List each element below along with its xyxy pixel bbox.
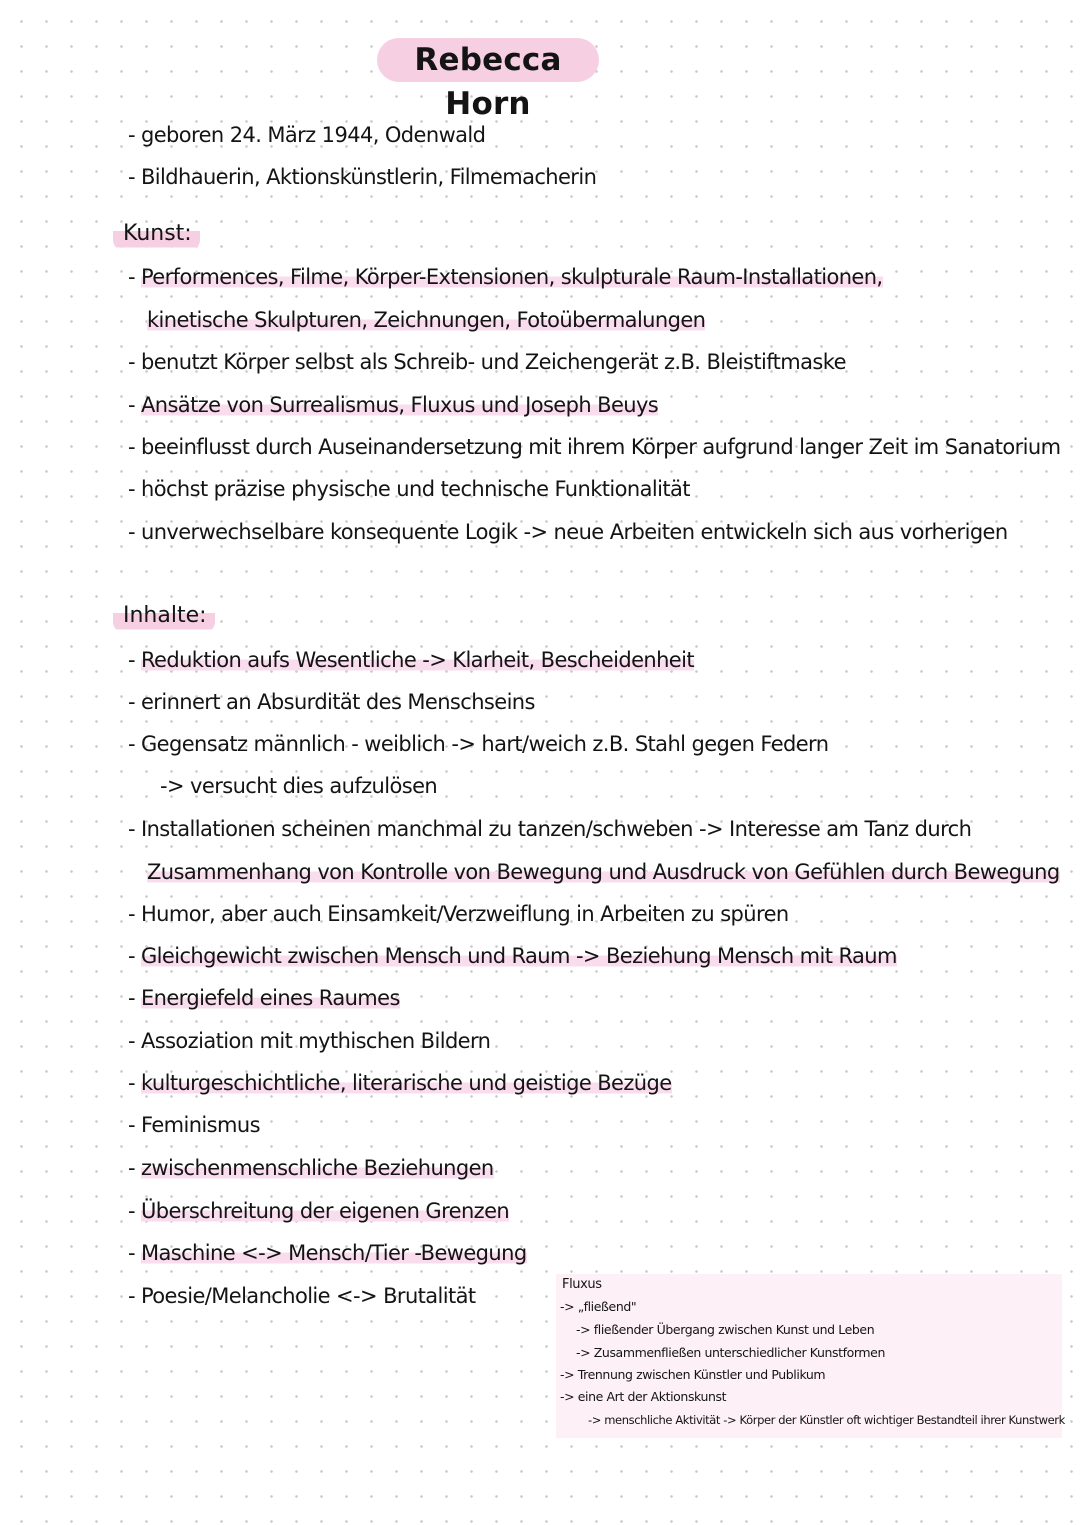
bio-birth: - geboren 24. März 1944, Odenwald xyxy=(128,123,486,147)
inhalte-item-continuation: Zusammenhang von Kontrolle von Bewegung und Ausdruck von Gefühlen durch Bewegung xyxy=(147,860,1060,884)
inhalte-item: - Humor, aber auch Einsamkeit/Verzweiflung in Arbeiten zu spüren xyxy=(128,902,789,926)
fluxus-line: -> eine Art der Aktionskunst xyxy=(560,1389,727,1404)
inhalte-item: - Installationen scheinen manchmal zu tanzen/schweben -> Interesse am Tanz durch xyxy=(128,817,972,841)
bio-profession: - Bildhauerin, Aktionskünstlerin, Filmemacherin xyxy=(128,165,597,189)
inhalte-item: - Gegensatz männlich - weiblich -> hart/weich z.B. Stahl gegen Federn xyxy=(128,732,829,756)
kunst-item: - unverwechselbare konsequente Logik -> neue Arbeiten entwickeln sich aus vorherigen xyxy=(128,520,1008,544)
kunst-item: - höchst präzise physische und technische Funktionalität xyxy=(128,477,690,501)
inhalte-item-continuation: -> versucht dies aufzulösen xyxy=(160,774,438,798)
fluxus-title: Fluxus xyxy=(562,1277,602,1292)
inhalte-heading: Inhalte: xyxy=(113,600,215,632)
inhalte-item: - Feminismus xyxy=(128,1113,260,1137)
fluxus-line: -> „fließend" xyxy=(560,1299,637,1314)
fluxus-line: -> fließender Übergang zwischen Kunst und Leben xyxy=(576,1322,875,1337)
inhalte-item: - Energiefeld eines Raumes xyxy=(128,986,400,1010)
inhalte-item: - Überschreitung der eigenen Grenzen xyxy=(128,1199,510,1223)
fluxus-line: -> Trennung zwischen Künstler und Publikum xyxy=(560,1367,826,1382)
fluxus-line: -> Zusammenfließen unterschiedlicher Kunstformen xyxy=(576,1345,885,1360)
page-title: Rebecca Horn xyxy=(377,38,599,82)
kunst-item: - Performences, Filme, Körper-Extensionen, skulpturale Raum-Installationen, xyxy=(128,265,883,289)
kunst-item-continuation: kinetische Skulpturen, Zeichnungen, Fotoübermalungen xyxy=(147,308,706,332)
inhalte-item: - Gleichgewicht zwischen Mensch und Raum -> Beziehung Mensch mit Raum xyxy=(128,944,897,968)
kunst-heading: Kunst: xyxy=(113,218,200,250)
kunst-item: - Ansätze von Surrealismus, Fluxus und Joseph Beuys xyxy=(128,393,659,417)
inhalte-item: - erinnert an Absurdität des Menschseins xyxy=(128,690,535,714)
inhalte-item: - zwischenmenschliche Beziehungen xyxy=(128,1156,494,1180)
inhalte-item: - Reduktion aufs Wesentliche -> Klarheit, Bescheidenheit xyxy=(128,648,694,672)
inhalte-item: - Poesie/Melancholie <-> Brutalität xyxy=(128,1284,476,1308)
kunst-item: - benutzt Körper selbst als Schreib- und Zeichengerät z.B. Bleistiftmaske xyxy=(128,350,846,374)
fluxus-line: -> menschliche Aktivität -> Körper der Künstler oft wichtiger Bestandteil ihrer Kunstwerk xyxy=(588,1413,1065,1427)
kunst-item: - beeinflusst durch Auseinandersetzung mit ihrem Körper aufgrund langer Zeit im Sanatorium xyxy=(128,435,1061,459)
inhalte-item: - kulturgeschichtliche, literarische und geistige Bezüge xyxy=(128,1071,672,1095)
inhalte-item: - Assoziation mit mythischen Bildern xyxy=(128,1029,491,1053)
inhalte-item: - Maschine <-> Mensch/Tier -Bewegung xyxy=(128,1241,527,1265)
fluxus-note xyxy=(556,1274,1065,1438)
